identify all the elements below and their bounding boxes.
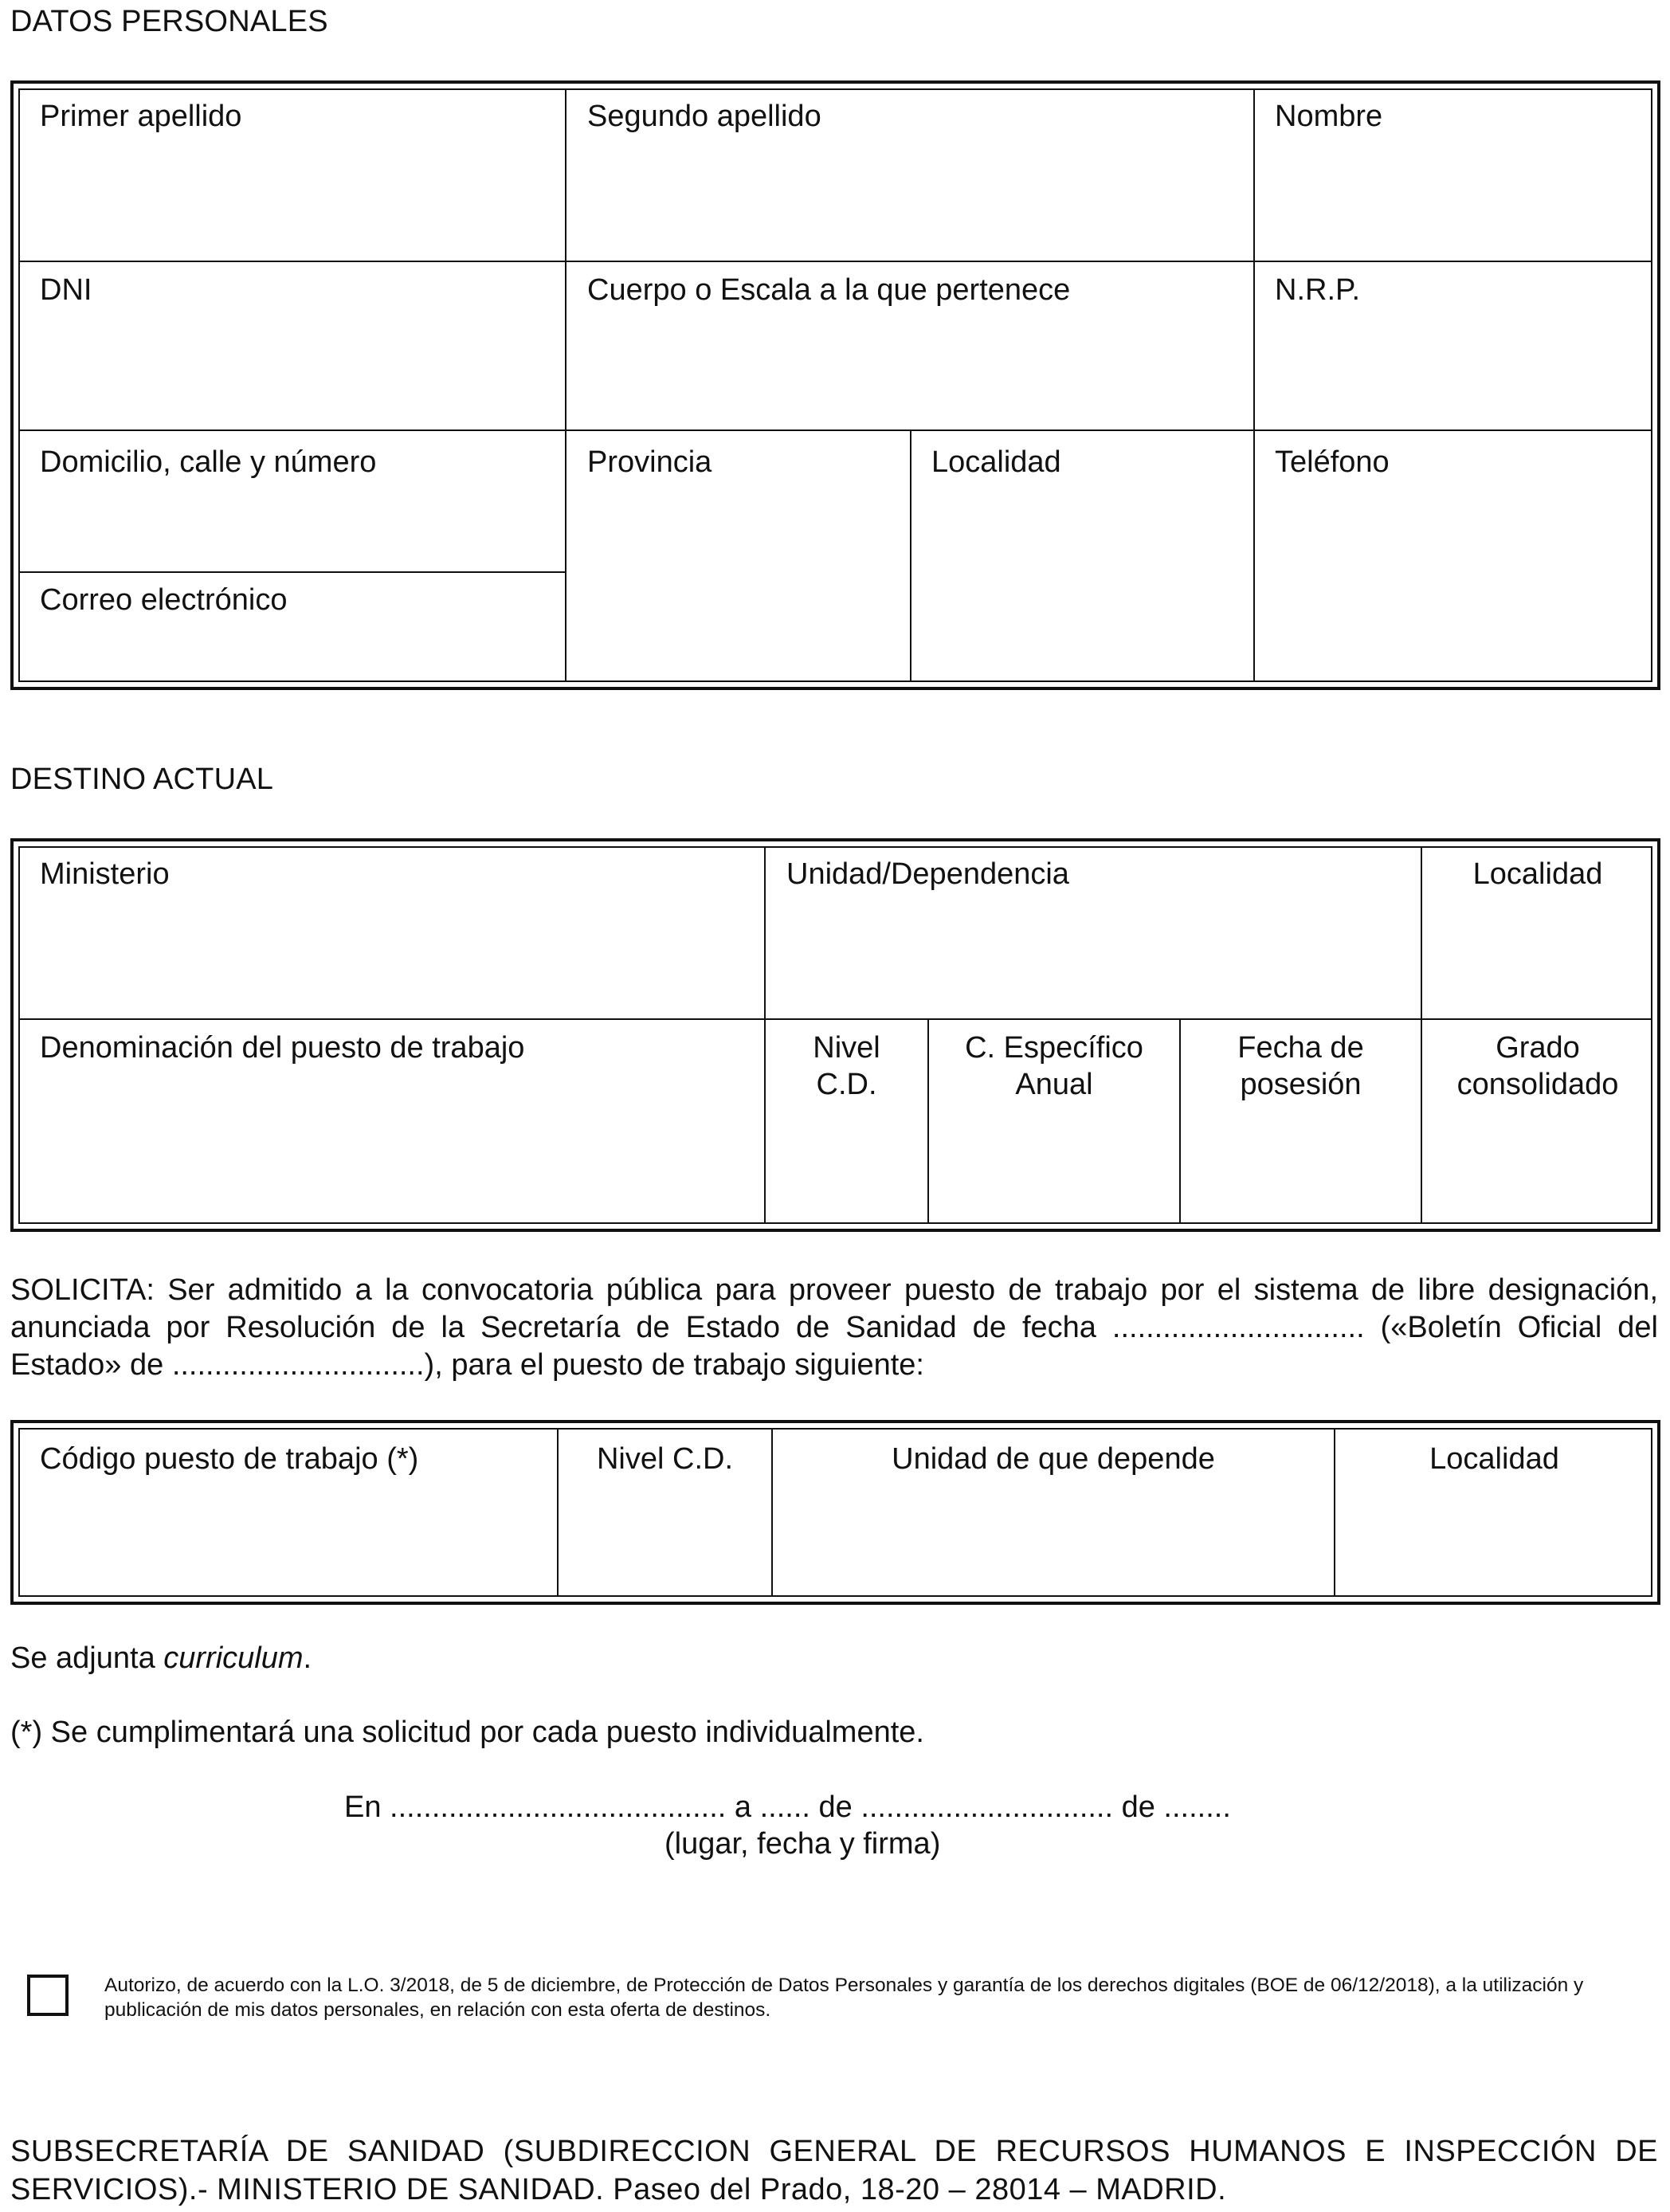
field-fecha-posesion[interactable] [1181,1030,1421,1103]
label-dni: DNI [40,273,92,307]
divider [565,90,566,680]
puesto-solicitado-table [10,1420,1660,1605]
autorizacion-checkbox[interactable] [27,1975,69,2016]
divider [20,261,1651,262]
label-grado-line2: consolidado [1456,1068,1619,1101]
firma-line: En ........................................ a ...... de .............................. de ........ [344,1790,1231,1824]
field-localidad[interactable] [931,444,1061,480]
nota-solicitud: (*) Se cumplimentará una solicitud por cada puesto individualmente. [10,1716,924,1749]
section-title-destino-actual: DESTINO ACTUAL [10,763,274,796]
firma-caption: (lugar, fecha y firma) [664,1827,941,1861]
field-c-especifico[interactable] [929,1030,1179,1103]
label-correo: Correo electrónico [40,583,288,617]
divider [20,429,1651,431]
divider [1253,90,1255,680]
label-ministerio: Ministerio [40,857,170,891]
label-fecha-line1: Fecha de [1237,1031,1364,1065]
field-domicilio[interactable] [40,444,376,480]
divider [20,1018,1651,1020]
adjunta-curriculum: curriculum [163,1641,304,1675]
field-cuerpo-escala[interactable] [587,272,1070,308]
label-unidad-depende: Unidad de que depende [892,1442,1215,1476]
field-nrp[interactable] [1275,272,1360,308]
divider [910,429,911,680]
label-domicilio: Domicilio, calle y número [40,445,377,479]
destino-actual-table [10,838,1660,1232]
label-codigo-puesto: Código puesto de trabajo (*) [40,1442,419,1476]
field-nivel-cd-solicitado[interactable] [559,1441,771,1477]
label-nivel-line2: C.D. [816,1068,877,1101]
field-dni[interactable] [40,272,92,308]
field-grado-consolidado[interactable] [1422,1030,1653,1103]
label-grado-line1: Grado [1496,1031,1580,1065]
label-provincia: Provincia [587,445,712,479]
label-nivel-line1: Nivel [813,1031,880,1065]
label-fecha-line2: posesión [1240,1068,1362,1101]
label-primer-apellido: Primer apellido [40,100,242,133]
adjunta-line [10,1640,312,1677]
field-provincia[interactable] [587,444,712,480]
field-codigo-puesto[interactable] [40,1441,418,1477]
label-cuerpo-escala: Cuerpo o Escala a la que pertenece [587,273,1071,307]
adjunta-prefix: Se adjunta [10,1641,164,1675]
label-telefono: Teléfono [1275,445,1390,479]
label-nivel-cd-solicitado: Nivel C.D. [596,1442,734,1476]
field-localidad-solicitado[interactable] [1335,1441,1653,1477]
field-correo[interactable] [40,582,287,618]
label-localidad-destino: Localidad [1472,857,1603,891]
divider [20,571,565,573]
label-localidad-solicitado: Localidad [1429,1442,1559,1476]
label-segundo-apellido: Segundo apellido [587,100,821,133]
field-nivel-cd[interactable] [766,1030,927,1103]
label-especifico-line2: Anual [1015,1068,1093,1101]
datos-personales-table [10,80,1660,690]
field-localidad-destino[interactable] [1422,856,1653,892]
field-telefono[interactable] [1275,444,1390,480]
label-denominacion-puesto: Denominación del puesto de trabajo [40,1031,525,1065]
label-unidad-dependencia: Unidad/Dependencia [786,857,1069,891]
autorizacion-text: Autorizo, de acuerdo con la L.O. 3/2018, de 5 de diciembre, de Protección de Datos Personales y garantía de los derechos digitales (BOE de 06/12/2018), a la utilización y publicación de mis datos personales, en relación con esta oferta de destinos. [104,1975,1584,2021]
field-denominacion-puesto[interactable] [40,1030,524,1066]
field-ministerio[interactable] [40,856,170,892]
field-unidad-depende[interactable] [773,1441,1334,1477]
label-nombre: Nombre [1275,100,1383,133]
label-localidad: Localidad [931,445,1061,479]
adjunta-suffix: . [303,1641,312,1675]
solicita-paragraph: SOLICITA: Ser admitido a la convocatoria pública para proveer puesto de trabajo por el sistema de libre designación, anunciada por Resolución de la Secretaría de Estado de Sanidad de fecha .............................. («Boletín Oficial del Estado» de ..............................), para el puesto de trabajo siguiente: [10,1273,1658,1382]
label-especifico-line1: C. Específico [965,1031,1143,1065]
label-nrp: N.R.P. [1275,273,1361,307]
field-segundo-apellido[interactable] [587,98,821,135]
field-unidad-dependencia[interactable] [786,856,1069,892]
section-title-datos-personales: DATOS PERSONALES [10,5,328,38]
field-primer-apellido[interactable] [40,98,241,135]
field-nombre[interactable] [1275,98,1382,135]
footer-address: SUBSECRETARÍA DE SANIDAD (SUBDIRECCION GENERAL DE RECURSOS HUMANOS E INSPECCIÓN DE SERVICIOS).- MINISTERIO DE SANIDAD. Paseo del Prado, 18-20 – 28014 – MADRID. [10,2135,1658,2206]
